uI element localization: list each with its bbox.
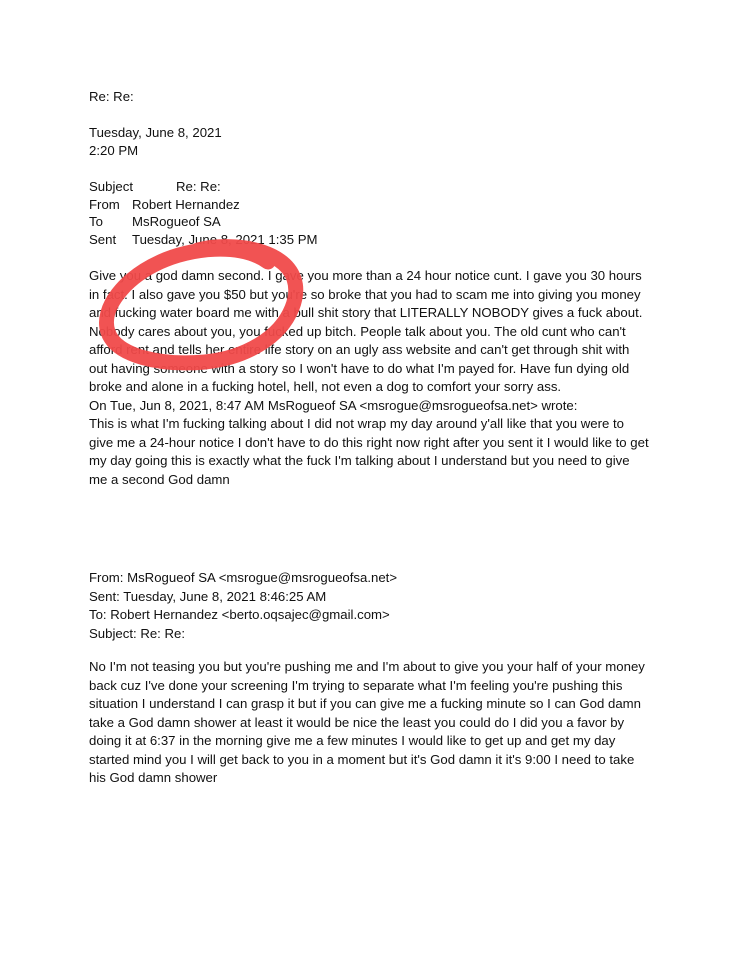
forward-subject: Subject: Re: Re: bbox=[89, 625, 186, 641]
forward-sent: Sent: Tuesday, June 8, 2021 8:46:25 AM bbox=[89, 588, 327, 604]
forward-to: To: Robert Hernandez <berto.oqsajec@gmail.com> bbox=[89, 607, 390, 622]
header-subject-row bbox=[89, 178, 221, 197]
from-value: Robert Hernandez bbox=[132, 197, 240, 212]
to-value: MsRogueof SA bbox=[132, 214, 221, 229]
page-title: Re: Re: bbox=[89, 89, 134, 104]
message-line: afford rent and tells her entire life story on an ugly ass website and can't get through shit with bbox=[89, 342, 630, 357]
quote-line: This is what I'm fucking talking about I did not wrap my day around y'all like that you were to bbox=[89, 416, 624, 431]
message-line: Nobody cares about you, you fucked up bitch. People talk about you. The old cunt who can't bbox=[89, 323, 626, 339]
message-line: and fucking water board me with a bull shit story that LITERALLY NOBODY gives a fuck about. bbox=[89, 305, 643, 320]
message-line: broke and alone in a fucking hotel, hell, not even a dog to comfort your sorry ass. bbox=[89, 379, 562, 394]
header-to-row bbox=[89, 213, 221, 232]
message-line: in fact. I also gave you $50 but you're so broke that you had to scam me into giving you money bbox=[89, 286, 641, 302]
note-date: Tuesday, June 8, 2021 bbox=[89, 125, 222, 140]
message-line: out having someone with a story so I won't have to do what I'm payed for. Have fun dying old bbox=[89, 360, 630, 376]
subject-value: Re: Re: bbox=[176, 179, 221, 194]
quote-line: me a second God damn bbox=[89, 471, 230, 487]
message-line: started mind you I will get back to you in a moment but it's God damn it it's 9:00 I need to take bbox=[89, 751, 635, 767]
forward-from: From: MsRogueof SA <msrogue@msrogueofsa.net> bbox=[89, 570, 398, 585]
to-label: To bbox=[89, 214, 103, 229]
quote-header: On Tue, Jun 8, 2021, 8:47 AM MsRogueof SA <msrogue@msrogueofsa.net> wrote: bbox=[89, 397, 578, 413]
message-line: back cuz I've done your screening I'm trying to separate what I'm feeling you're pushing this bbox=[89, 677, 623, 693]
from-label: From bbox=[89, 197, 120, 212]
header-from-row bbox=[89, 196, 240, 215]
message-line: take a God damn shower at least it would be nice the least you could do I did you a favor by bbox=[89, 714, 625, 730]
message-line: situation I understand I can grasp it but if you can give me a fucking minute so I can God damn bbox=[89, 696, 641, 711]
subject-label: Subject bbox=[89, 179, 133, 194]
forward-header bbox=[89, 569, 669, 643]
message-line: doing it at 6:37 in the morning give me a few minutes I would like to get up and get my day bbox=[89, 733, 616, 748]
note-time: 2:20 PM bbox=[89, 143, 139, 158]
message-body-reply bbox=[89, 267, 669, 489]
header-sent-row bbox=[89, 231, 317, 250]
message-line: his God damn shower bbox=[89, 770, 218, 785]
message-line: No I'm not teasing you but you're pushing me and I'm about to give you your half of your money bbox=[89, 659, 645, 674]
sent-value: Tuesday, June 8, 2021 1:35 PM bbox=[132, 232, 318, 247]
message-line: Give you a god damn second. I gave you more than a 24 hour notice cunt. I gave you 30 hours bbox=[89, 268, 642, 283]
quote-line: my day going this is exactly what the fuck I'm talking about I understand but you need to give bbox=[89, 453, 630, 468]
quote-line: give me a 24-hour notice I don't have to do this right now right after you sent it I would like to get bbox=[89, 434, 649, 450]
message-body-original bbox=[89, 658, 669, 788]
sent-label: Sent bbox=[89, 232, 117, 247]
